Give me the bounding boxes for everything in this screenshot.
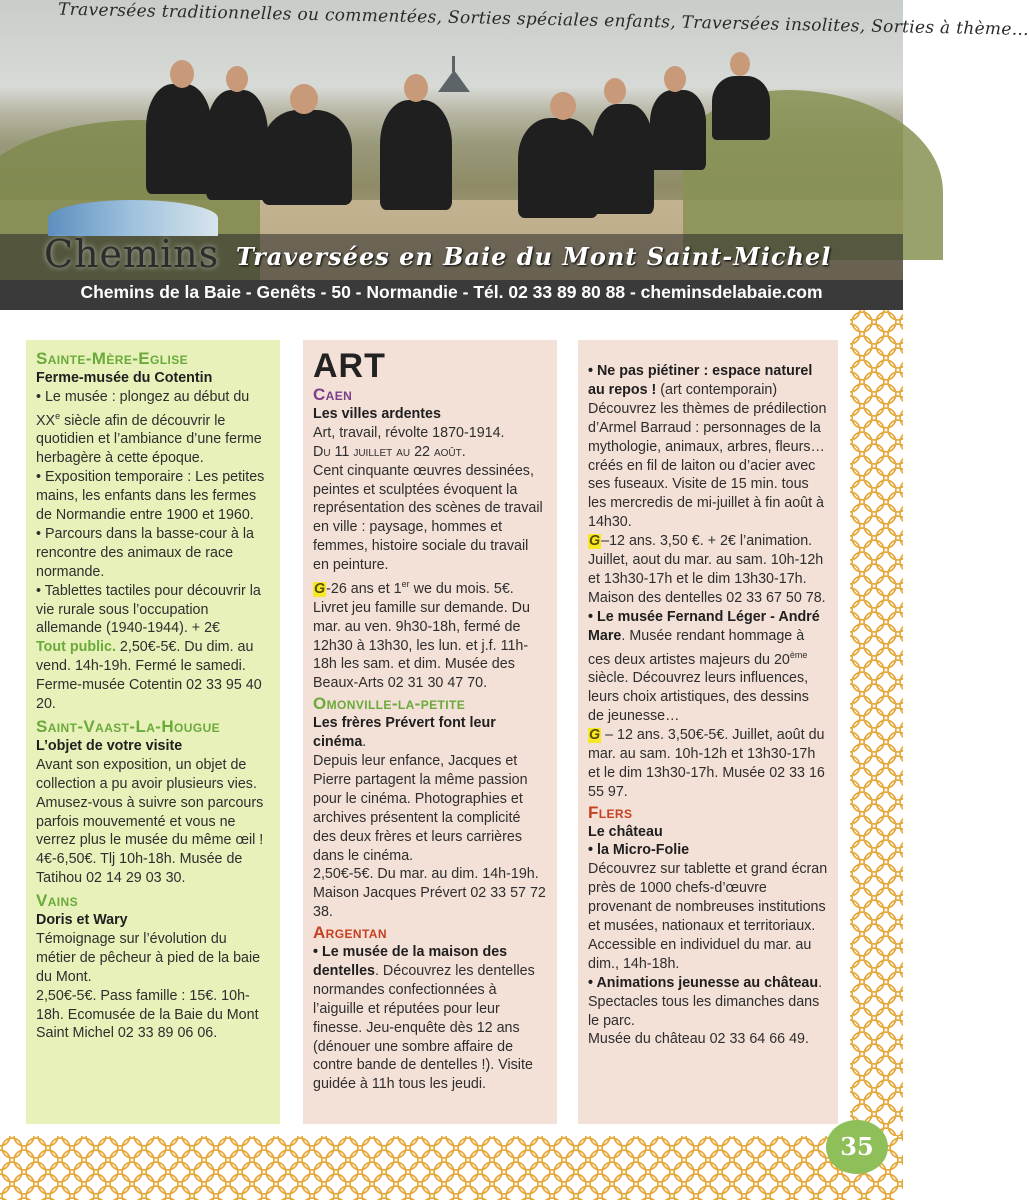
hiker-figure: [712, 76, 770, 140]
listing-text: Témoignage sur l’évolution du métier de pêcheur à pied de la baie du Mont.: [36, 930, 261, 985]
town-heading: Vains: [36, 891, 79, 911]
listing-dates: Du 11 juillet au 22 août.: [313, 443, 466, 460]
hiker-head: [404, 74, 428, 102]
hiker-figure: [592, 104, 654, 214]
hiker-head: [170, 60, 194, 88]
hiker-figure: [518, 118, 598, 218]
listing-text: • Parcours dans la basse-cour à la rencontre des animaux de race normande.: [36, 525, 254, 580]
free-entry-g-icon: G: [589, 533, 601, 550]
listing-text: • Exposition temporaire : Les petites mains, les enfants dans les fermes de Normandie entre 1900 et 1960.: [36, 469, 265, 524]
hiker-head: [290, 84, 318, 114]
listing-text: Avant son exposition, un objet de collection a pu avoir plusieurs vies. Amusez-vous à suivre son parcours parfois mouvementé et vous ne verrez plus le musée du même œil !: [36, 756, 264, 849]
venue-title: L’objet de votre visite: [36, 737, 183, 754]
hiker-head: [664, 66, 686, 92]
town-heading: Sainte-Mère-Eglise: [36, 349, 189, 368]
venue-title: Doris et Wary: [36, 912, 128, 929]
banner-contact: Chemins de la Baie - Genêts - 50 - Normandie - Tél. 02 33 89 80 88 - cheminsdelabaie.com: [80, 282, 823, 302]
column-right: [578, 340, 838, 1124]
hiker-head: [550, 92, 576, 120]
free-entry-g-icon: G: [314, 580, 326, 597]
venue-subtitle: • Animations jeunesse au château.: [588, 974, 823, 991]
page-number-badge: 35: [826, 1120, 888, 1174]
hiker-head: [226, 66, 248, 92]
listing-info: Musée du château 02 33 64 66 49.: [588, 1031, 809, 1048]
listing-info: 2,50€-5€. Pass famille : 15€. 10h-18h. Ecomusée de la Baie du Mont Saint Michel 02 33 89 06 06.: [36, 987, 259, 1042]
hiker-figure: [146, 84, 212, 194]
decorative-pattern-right: [850, 310, 903, 1200]
listing-text: Depuis leur enfance, Jacques et Pierre partagent la même passion pour le cinéma. Photographies et archives présentent la complicité des deux frères et leurs carrières dans le cinéma.: [313, 752, 528, 864]
listing-text: • Le musée : plongez au début du XXe siècle afin de découvrir le quotidien et l’ambiance d’une ferme herbagère à cette époque.: [36, 388, 262, 467]
listing-info: 4€-6,50€. Tlj 10h-18h. Musée de Tatihou 02 14 29 03 30.: [36, 851, 243, 887]
audience-label: Tout public.: [36, 639, 116, 656]
section-heading-art: ART: [313, 347, 386, 385]
banner-tagline: Traversées traditionnelles ou commentées, Sorties spéciales enfants, Traversées insolites, Sorties à thème…: [57, 0, 1029, 40]
header-banner: [0, 0, 1029, 310]
town-heading: Flers: [588, 802, 633, 822]
mont-saint-michel-silhouette: [438, 70, 470, 92]
hiker-head: [604, 78, 626, 104]
listing-info: G – 12 ans. 3,50€-5€. Juillet, août du mar. au sam. 10h-12h et 13h30-17h et le dim 13h30-17h. Musée 02 33 16 55 97.: [588, 726, 825, 800]
town-heading: Omonville-la-petite: [313, 694, 466, 714]
listing-info: G-26 ans et 1er we du mois. 5€. Livret jeu famille sur demande. Du mar. au ven. 9h30-18h, fermé de 12h30 à 13h30, les lun. et j.f. 11h-18h les sam. et dim. Musée des Beaux-Arts 02 31 30 47 70.: [313, 579, 530, 692]
logo-wave-icon: [48, 200, 218, 236]
hiker-figure: [380, 100, 452, 210]
listing-text: • Tablettes tactiles pour découvrir la vie rurale sous l’occupation allemande (1940-1944). + 2€: [36, 582, 261, 637]
venue-title: Les frères Prévert font leur cinéma.: [313, 715, 496, 751]
hiker-head: [730, 52, 750, 76]
venue-title: Les villes ardentes: [313, 405, 441, 422]
listing-text: Spectacles tous les dimanches dans le parc.: [588, 993, 820, 1029]
venue-subtitle: • la Micro-Folie: [588, 842, 690, 859]
banner-title: Traversées en Baie du Mont Saint-Michel: [236, 242, 832, 271]
town-heading: Saint-Vaast-La-Hougue: [36, 716, 221, 736]
town-heading: Caen: [313, 385, 353, 404]
listing-text: • Le musée Fernand Léger - André Mare. Musée rendant hommage à ces deux artistes majeurs du 20ème siècle. Découvrez leurs influences, leurs choix artistiques, des dessins de jeunesse…: [588, 608, 820, 725]
hiker-figure: [650, 90, 706, 170]
listing-text: • Ne pas piétiner : espace naturel au repos ! (art contemporain): [588, 363, 813, 398]
town-heading: Argentan: [313, 923, 387, 943]
listing-text: Cent cinquante œuvres dessinées, peintes et sculptées évoquent la représentation des scènes de travail en ville : paysage, hommes et femmes, histoire sociale du travail en peinture.: [313, 462, 543, 574]
hiker-figure: [262, 110, 352, 205]
hiker-figure: [206, 90, 268, 200]
free-entry-g-icon: G: [589, 726, 601, 743]
venue-title: Ferme-musée du Cotentin: [36, 369, 213, 386]
listing-info: G–12 ans. 3,50 €. + 2€ l’animation. Juillet, aout du mar. au sam. 10h-12h et 13h30-17h et le dim 13h30-17h. Maison des dentelles 02 33 67 50 78.: [588, 533, 826, 606]
listing-text: Découvrez les thèmes de prédilection d’Armel Barraud : personnages de la mythologie, animaux, arbres, fleurs… créés en fil de laiton ou d’acier avec ses fuseaux. Visite de 15 min. tous les mercredis de mi-juillet à fin août à 14h30.: [588, 400, 827, 531]
column-left: [26, 340, 280, 1124]
chemins-logo: Chemins: [44, 232, 220, 276]
listing-text: Découvrez sur tablette et grand écran près de 1000 chefs-d’œuvre provenant de nombreuses institutions et musées, nationaux et territoriaux. Accessible en individuel du mar. au dim., 14h-18h.: [588, 861, 828, 972]
column-middle: [303, 340, 557, 1124]
listing-text: Art, travail, révolte 1870-1914.: [313, 424, 505, 441]
listing-info: 2,50€-5€. Du mar. au dim. 14h-19h. Maison Jacques Prévert 02 33 57 72 38.: [313, 866, 546, 921]
listing-text: • Le musée de la maison des dentelles. Découvrez les dentelles normandes confectionnées à l’aiguille et réputées pour leur finesse. Jeu-enquête dès 12 ans (dénouer une sombre affaire de contre bande de dentelles !). Visite guidée à 11h tous les jeudi.: [313, 944, 535, 1093]
decorative-pattern-bottom: [0, 1136, 903, 1200]
venue-title: Le château: [588, 823, 663, 840]
listing-info: Tout public. 2,50€-5€. Du dim. au vend. 14h-19h. Fermé le samedi. Ferme-musée Cotentin 02 33 95 40 20.: [36, 639, 262, 713]
